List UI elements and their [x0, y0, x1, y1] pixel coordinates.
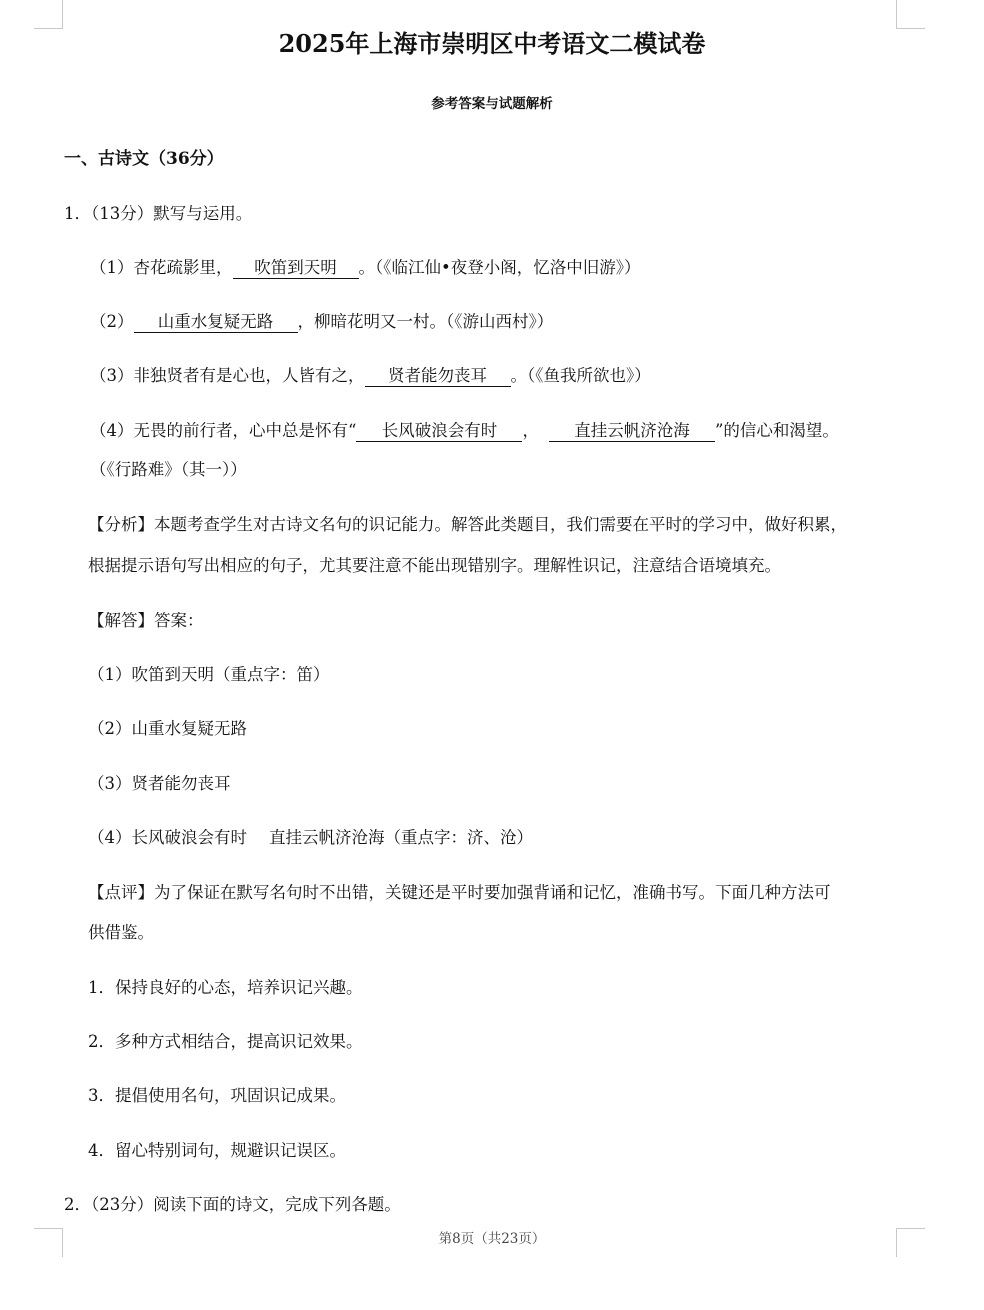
- solution-item-1: （1）吹笛到天明（重点字：笛）: [88, 665, 330, 684]
- answer-blank: 山重水复疑无路: [134, 312, 298, 333]
- solution-label: 【解答】答案：: [88, 611, 204, 630]
- solution-item-4: （4）长风破浪会有时 直挂云帆济沧海（重点字：济、沧）: [88, 828, 533, 847]
- solution-item-2: （2）山重水复疑无路: [88, 719, 247, 738]
- comment-point-4: 4．留心特别词句，规避识记误区。: [88, 1141, 346, 1160]
- page-subtitle: 参考答案与试题解析: [431, 96, 553, 112]
- crop-mark-top-right: [896, 0, 925, 29]
- question-1-item-2: （2） 山重水复疑无路 ，柳暗花明又一村。（《游山西村》）: [90, 312, 554, 331]
- comment-point-1: 1．保持良好的心态，培养识记兴趣。: [88, 978, 363, 997]
- answer-blank: 贤者能勿丧耳: [365, 366, 511, 387]
- comment-point-2: 2．多种方式相结合，提高识记效果。: [88, 1032, 363, 1051]
- solution-item-3: （3）贤者能勿丧耳: [88, 774, 231, 793]
- question-1-item-4: （4）无畏的前行者，心中总是怀有“ 长风破浪会有时 ， 直挂云帆济沧海 ”的信心和渴望。: [90, 421, 839, 440]
- answer-blank: 长风破浪会有时: [356, 421, 522, 442]
- analysis-line-2: 根据提示语句写出相应的句子，尤其要注意不能出现错别字。理解性识记，注意结合语境填充。: [88, 556, 781, 575]
- question-1-item-4-source: （《行路难》（其一））: [90, 460, 247, 479]
- comment-line-1: 【点评】为了保证在默写名句时不出错，关键还是平时要加强背诵和记忆，准确书写。下面几种方法可: [88, 883, 831, 902]
- question-1-item-1: （1）杏花疏影里， 吹笛到天明 。（《临江仙•夜登小阁，忆洛中旧游》）: [90, 258, 641, 277]
- comment-line-2: 供借鉴。: [88, 923, 154, 942]
- page-title: 2025年上海市崇明区中考语文二模试卷: [278, 29, 706, 58]
- question-1-stem: 1．（13分）默写与运用。: [64, 204, 253, 223]
- section-heading: 一、古诗文（36分）: [64, 149, 224, 169]
- comment-point-3: 3．提倡使用名句，巩固识记成果。: [88, 1086, 346, 1105]
- question-1-item-3: （3）非独贤者有是心也，人皆有之， 贤者能勿丧耳 。（《鱼我所欲也》）: [90, 366, 651, 385]
- page-number: 第8页（共23页）: [438, 1231, 546, 1247]
- answer-blank: 直挂云帆济沧海: [549, 421, 715, 442]
- crop-mark-top-left: [34, 0, 63, 29]
- question-2-stem: 2．（23分）阅读下面的诗文，完成下列各题。: [64, 1195, 401, 1214]
- analysis-line-1: 【分析】本题考查学生对古诗文名句的识记能力。解答此类题目，我们需要在平时的学习中，做好积累，: [88, 515, 847, 534]
- answer-blank: 吹笛到天明: [233, 258, 359, 279]
